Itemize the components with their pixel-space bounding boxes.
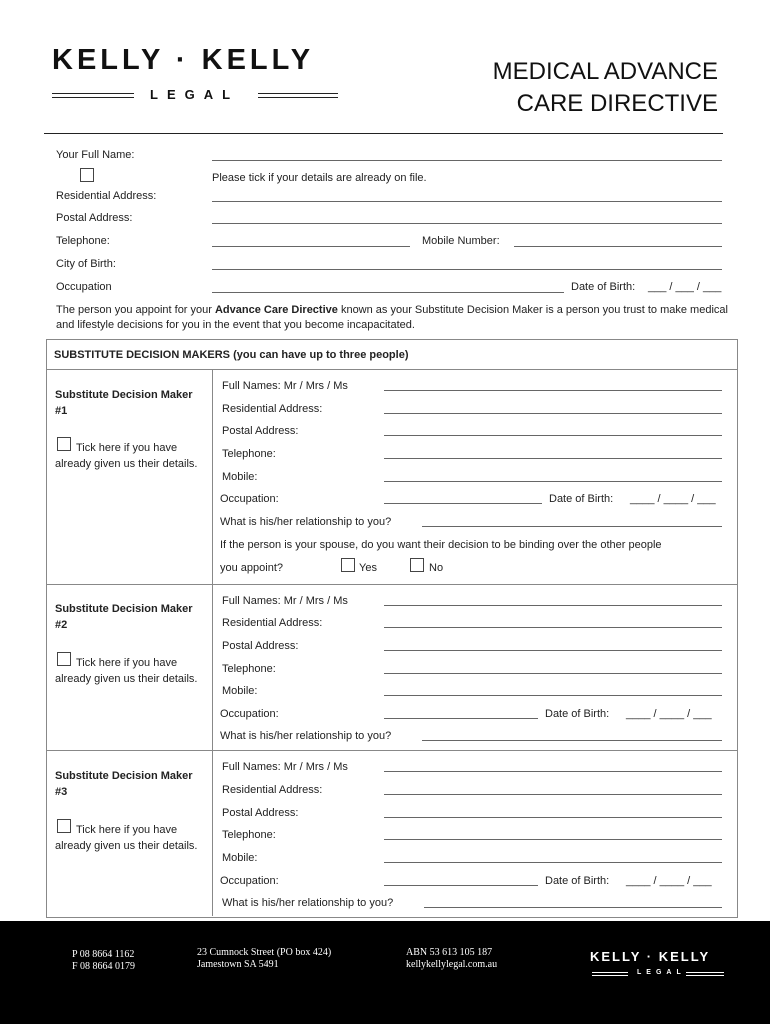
footer-abn: ABN 53 613 105 187 [406, 947, 493, 958]
page-title [418, 56, 718, 120]
sdm3-full-names-field[interactable] [384, 771, 722, 772]
intro-text-bold: Advance Care Directive [214, 304, 338, 316]
sdm3-number: #3 [55, 786, 68, 798]
sdm2-title [55, 601, 211, 633]
sdm1-postal-field[interactable] [384, 435, 722, 436]
sdm1-full-names-field[interactable] [384, 390, 722, 391]
sdm1-tick-label: Tick here if you have already given us their details. [55, 442, 198, 470]
residential-address-field[interactable] [212, 201, 722, 202]
sdm1-relationship-field[interactable] [422, 526, 722, 527]
sdm-row-divider-1 [46, 584, 737, 585]
sdm3-relationship-field[interactable] [424, 907, 722, 908]
telephone-field[interactable] [212, 246, 410, 247]
sdm1-spouse-yes-checkbox[interactable] [341, 558, 355, 572]
occupation-label: Occupation [56, 281, 112, 293]
footer-street: 23 Cumnock Street (PO box 424) [197, 947, 332, 958]
sdm3-residential-label: Residential Address: [222, 784, 323, 796]
sdm3-relationship-label: What is his/her relationship to you? [222, 897, 394, 909]
sdm2-residential-field[interactable] [384, 627, 722, 628]
sdm3-full-names-label: Full Names: Mr / Mrs / Ms [222, 761, 348, 773]
page-title-line1: MEDICAL ADVANCE [492, 58, 718, 85]
on-file-checkbox[interactable] [80, 168, 94, 182]
sdm2-telephone-field[interactable] [384, 673, 722, 674]
sdm2-telephone-label: Telephone: [222, 663, 276, 675]
footer-town: Jamestown SA 5491 [197, 959, 279, 970]
mobile-number-label: Mobile Number: [422, 235, 500, 247]
sdm1-title [55, 387, 211, 419]
sdm1-mobile-label: Mobile: [222, 471, 258, 483]
logo [52, 44, 342, 106]
sdm3-telephone-field[interactable] [384, 839, 722, 840]
intro-text-end: known as your Substitute Decision Maker is a person you trust to make medical and lifestyle decisions for you in the event that you become incapacitated. [56, 304, 728, 331]
sdm1-mobile-field[interactable] [384, 481, 722, 482]
sdm2-occupation-field[interactable] [384, 718, 538, 719]
sdm3-mobile-field[interactable] [384, 862, 722, 863]
sdm3-residential-field[interactable] [384, 794, 722, 795]
sdm-row-divider-2 [46, 750, 737, 751]
sdm2-residential-label: Residential Address: [222, 617, 323, 629]
sdm-column-divider [212, 369, 213, 916]
sdm1-spouse-question-cont: you appoint? [220, 562, 283, 574]
sdm1-residential-label: Residential Address: [222, 403, 323, 415]
full-name-field[interactable] [212, 160, 722, 161]
sdm2-tick-label: Tick here if you have already given us their details. [55, 657, 198, 685]
sdm3-title-text: Substitute Decision Maker [55, 770, 193, 782]
sdm2-number: #2 [55, 619, 68, 631]
sdm1-dob-field[interactable]: ____ / ____ / ___ [630, 493, 716, 505]
logo-rule-left [52, 93, 134, 98]
sdm3-postal-label: Postal Address: [222, 807, 299, 819]
sdm-heading: SUBSTITUTE DECISION MAKERS (you can have up to three people) [54, 349, 409, 361]
footer-logo-rule-left [592, 972, 628, 976]
sdm1-telephone-field[interactable] [384, 458, 722, 459]
date-of-birth-field[interactable]: ___ / ___ / ___ [648, 281, 722, 293]
postal-address-field[interactable] [212, 223, 722, 224]
date-of-birth-label: Date of Birth: [571, 281, 636, 293]
sdm1-occupation-field[interactable] [384, 503, 542, 504]
sdm1-spouse-yes-label: Yes [359, 562, 377, 574]
sdm2-relationship-field[interactable] [422, 740, 722, 741]
sdm2-postal-field[interactable] [384, 650, 722, 651]
sdm2-title-text: Substitute Decision Maker [55, 603, 193, 615]
sdm1-occupation-label: Occupation: [220, 493, 279, 505]
footer [0, 921, 770, 1024]
footer-phone: P 08 8664 1162 [72, 949, 135, 960]
sdm3-tick-label: Tick here if you have already given us their details. [55, 824, 198, 852]
city-of-birth-label: City of Birth: [56, 258, 116, 270]
sdm2-full-names-label: Full Names: Mr / Mrs / Ms [222, 595, 348, 607]
footer-logo-subtitle: LEGAL [637, 969, 686, 976]
sdm2-mobile-label: Mobile: [222, 685, 258, 697]
sdm3-postal-field[interactable] [384, 817, 722, 818]
sdm3-dob-label: Date of Birth: [545, 875, 610, 887]
sdm3-dob-field[interactable]: ____ / ____ / ___ [626, 875, 712, 887]
sdm1-dob-label: Date of Birth: [549, 493, 614, 505]
sdm2-dob-field[interactable]: ____ / ____ / ___ [626, 708, 712, 720]
sdm1-title-text: Substitute Decision Maker [55, 389, 193, 401]
sdm2-dob-label: Date of Birth: [545, 708, 610, 720]
logo-subtitle: LEGAL [150, 87, 240, 102]
on-file-label: Please tick if your details are already on file. [212, 172, 427, 184]
sdm3-title [55, 768, 211, 800]
postal-address-label: Postal Address: [56, 212, 133, 224]
full-name-label: Your Full Name: [56, 149, 135, 161]
occupation-field[interactable] [212, 292, 564, 293]
logo-rule-right [258, 93, 338, 98]
logo-wordmark: KELLY · KELLY [52, 44, 315, 76]
sdm1-number: #1 [55, 405, 68, 417]
residential-address-label: Residential Address: [56, 190, 157, 202]
footer-website[interactable]: kellykellylegal.com.au [406, 959, 498, 970]
sdm1-residential-field[interactable] [384, 413, 722, 414]
city-of-birth-field[interactable] [212, 269, 722, 270]
intro-text-start: The person you appoint for your [56, 304, 215, 316]
sdm3-telephone-label: Telephone: [222, 829, 276, 841]
sdm1-spouse-no-checkbox[interactable] [410, 558, 424, 572]
sdm1-relationship-label: What is his/her relationship to you? [220, 516, 392, 528]
sdm1-spouse-no-label: No [429, 562, 444, 574]
header-divider [44, 133, 723, 134]
telephone-label: Telephone: [56, 235, 110, 247]
sdm2-occupation-label: Occupation: [220, 708, 279, 720]
sdm1-full-names-label: Full Names: Mr / Mrs / Ms [222, 380, 348, 392]
mobile-number-field[interactable] [514, 246, 722, 247]
sdm2-relationship-label: What is his/her relationship to you? [220, 730, 392, 742]
sdm2-full-names-field[interactable] [384, 605, 722, 606]
sdm-heading-divider [46, 369, 737, 370]
sdm1-telephone-label: Telephone: [222, 448, 276, 460]
page-title-line2: CARE DIRECTIVE [516, 90, 718, 117]
sdm1-postal-label: Postal Address: [222, 425, 299, 437]
footer-logo-rule-right [686, 972, 724, 976]
footer-fax: F 08 8664 0179 [72, 961, 136, 972]
sdm3-occupation-field[interactable] [384, 885, 538, 886]
sdm3-occupation-label: Occupation: [220, 875, 279, 887]
footer-logo-wordmark: KELLY · KELLY [590, 949, 711, 964]
footer-logo [590, 949, 730, 981]
intro-paragraph [56, 303, 728, 333]
sdm2-postal-label: Postal Address: [222, 640, 299, 652]
sdm2-mobile-field[interactable] [384, 695, 722, 696]
sdm3-mobile-label: Mobile: [222, 852, 258, 864]
sdm1-spouse-question: If the person is your spouse, do you want their decision to be binding over the other people [220, 539, 662, 551]
